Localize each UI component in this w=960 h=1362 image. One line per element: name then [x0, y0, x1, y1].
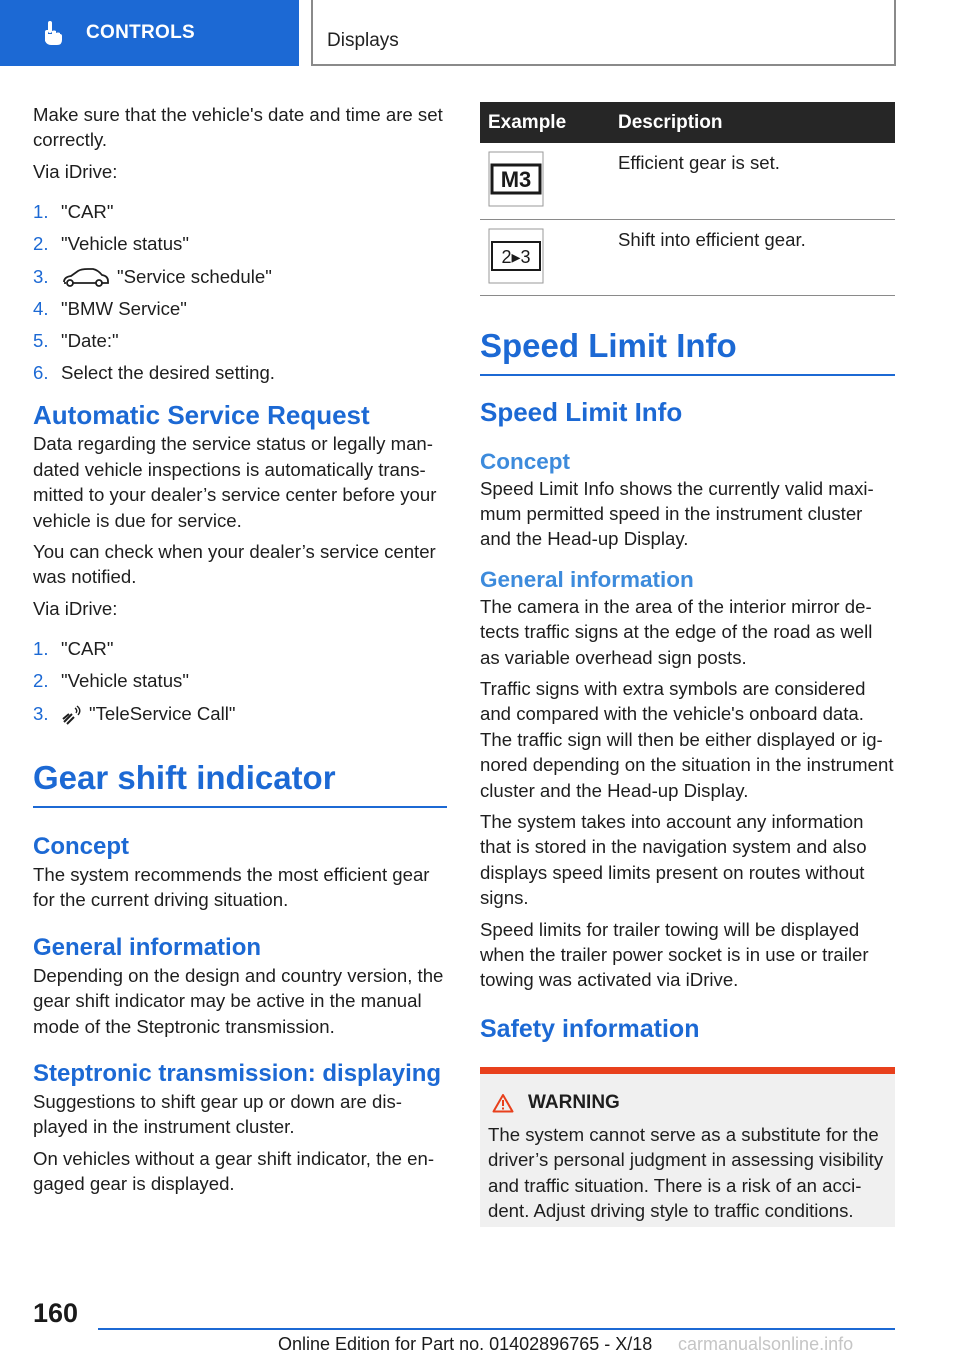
list-item: 1. "CAR"	[33, 638, 114, 660]
general-info-paragraph-3: The system takes into account any information that is stored in the navigation system and also displays speed limits present on routes without signs.	[480, 810, 867, 909]
list-item: 3. "Service schedule"	[33, 265, 272, 287]
page-number: 160	[33, 1298, 79, 1328]
teleservice-steps	[33, 633, 447, 730]
footer-watermark: carmanualsonline.info	[678, 1334, 854, 1354]
right-column	[480, 102, 895, 1227]
svg-text:2▸3: 2▸3	[501, 246, 531, 267]
list-item: 2. "Vehicle status"	[33, 233, 189, 255]
table-cell-description: Efficient gear is set.	[610, 143, 895, 219]
table-row	[480, 219, 895, 295]
warning-title: WARNING	[528, 1091, 620, 1113]
warning-triangle-icon	[492, 1093, 514, 1113]
gear-m3-icon	[488, 151, 544, 207]
list-item: 2. "Vehicle status"	[33, 670, 189, 692]
table-header-example: Example	[480, 102, 610, 143]
asr-paragraph-1: Data regarding the service status or legally mandated vehicle inspections is automatically transmitted to your dealer’s service center before your vehicle is due for service.	[33, 433, 437, 531]
gear-example-table	[480, 102, 895, 296]
section-tab	[0, 0, 299, 66]
footer-edition: Online Edition for Part no. 01402896765 - X/18	[278, 1334, 653, 1354]
steptronic-heading: Steptronic transmission: displaying	[33, 1059, 442, 1087]
table-header-description: Description	[610, 102, 895, 143]
warning-text: The system cannot serve as a substitute for the driver’s personal judgment in assessing visibility and traffic situation. There is a risk of an accident. Adjust driving style to traffic conditions.	[488, 1123, 884, 1222]
concept-paragraph: The system recommends the most efficient gear for the current driving situation.	[33, 863, 430, 911]
speed-limit-info-subheading: Speed Limit Info	[480, 396, 683, 427]
intro-paragraph: Make sure that the vehicle's date and time are set correctly.	[33, 104, 443, 151]
gear-shift-heading: Gear shift indicator	[33, 756, 447, 808]
car-icon	[61, 268, 111, 288]
concept-paragraph: Speed Limit Info shows the currently valid maximum permitted speed in the instrument cluster and the Head-up Display.	[480, 477, 874, 550]
speed-limit-info-heading: Speed Limit Info	[480, 324, 895, 376]
list-item: 4. "BMW Service"	[33, 297, 187, 319]
svg-text:M3: M3	[500, 167, 532, 192]
list-item: 5. "Date:"	[33, 330, 119, 352]
general-info-heading: General information	[33, 933, 262, 961]
steptronic-paragraph-1: Suggestions to shift gear up or down are displayed in the instrument cluster.	[33, 1090, 402, 1138]
hand-pointer-icon	[40, 20, 66, 46]
chapter-label: Displays	[327, 30, 399, 51]
section-label: CONTROLS	[86, 22, 196, 43]
service-schedule-steps	[33, 196, 447, 389]
general-info-paragraph-1: The camera in the area of the interior mirror detects traffic signs at the edge of the road as well as variable overhead sign posts.	[480, 595, 873, 668]
table-row	[480, 143, 895, 219]
chapter-header	[311, 0, 896, 66]
safety-info-heading: Safety information	[480, 1014, 700, 1043]
list-item: 3. "TeleService Call"	[33, 702, 236, 724]
list-item: 6. Select the desired setting.	[33, 362, 275, 384]
general-info-paragraph-2: Traffic signs with extra symbols are considered and compared with the vehicle's onboard data. The traffic sign will then be either displayed or ignored depending on the situation in the instrument cluster and the Head-up Display.	[480, 677, 894, 801]
concept-heading: Concept	[33, 832, 129, 860]
list-item: 1. "CAR"	[33, 201, 114, 223]
general-info-heading: General information	[480, 566, 694, 592]
asr-paragraph-2: You can check when your dealer’s service center was notified.	[33, 541, 436, 588]
teleservice-icon	[61, 705, 83, 725]
footer-divider	[98, 1328, 895, 1330]
asr-heading: Automatic Service Request	[33, 400, 370, 431]
steptronic-paragraph-2: On vehicles without a gear shift indicator, the engaged gear is displayed.	[33, 1147, 435, 1195]
gear-shift-2-to-3-icon	[488, 228, 544, 284]
left-column	[33, 102, 447, 1203]
general-info-paragraph-4: Speed limits for trailer towing will be displayed when the trailer power socket is in use or trailer towing was activated via iDrive.	[480, 918, 869, 991]
warning-box	[480, 1067, 895, 1228]
via-idrive-label: Via iDrive:	[33, 160, 118, 182]
via-idrive-label: Via iDrive:	[33, 597, 118, 619]
general-info-paragraph: Depending on the design and country version, the gear shift indicator may be active in the manual mode of the Steptronic transmission.	[33, 964, 444, 1037]
concept-heading: Concept	[480, 448, 570, 474]
table-cell-description: Shift into efficient gear.	[610, 219, 895, 295]
